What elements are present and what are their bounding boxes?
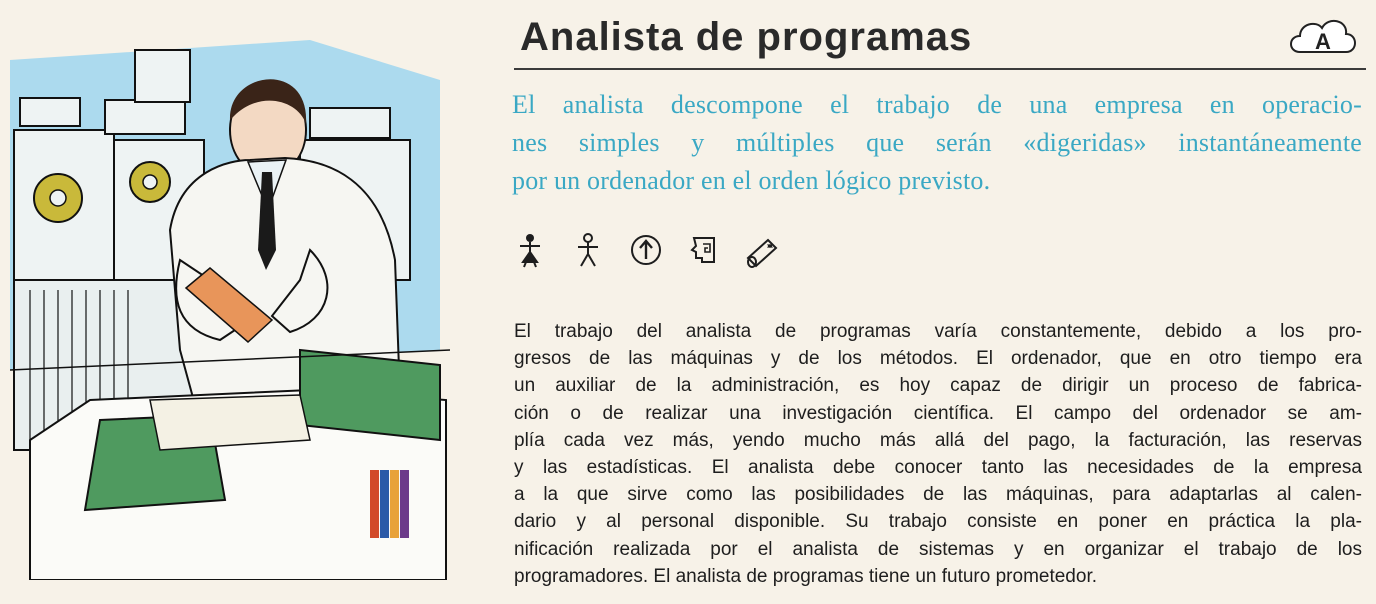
page-title: Analista de programas bbox=[520, 15, 973, 59]
woman-figure-icon bbox=[512, 232, 548, 268]
body-line: nificación realizada por el analista de sistemas y en organizar el trabajo de los bbox=[514, 538, 1362, 560]
body-line: gresos de las máquinas y de los métodos. El ordenador, que en otro tiempo era bbox=[514, 348, 1362, 370]
body-line: plía cada vez más, yendo mucho más allá del pago, la facturación, las reservas bbox=[514, 429, 1362, 451]
diploma-scroll-icon bbox=[744, 232, 780, 268]
lead-line: por un ordenador en el orden lógico previsto. bbox=[512, 166, 991, 195]
title-divider bbox=[514, 68, 1366, 70]
body-line: dario y al personal disponible. Su trabajo consiste en poner en práctica la pla- bbox=[514, 511, 1362, 533]
body-line: El trabajo del analista de programas varía constantemente, debido a los pro- bbox=[514, 321, 1362, 342]
head-profile-icon bbox=[686, 232, 722, 268]
man-figure-icon bbox=[570, 232, 606, 268]
body-line: y las estadísticas. El analista debe conocer tanto las necesidades de la empresa bbox=[514, 457, 1362, 479]
body-line: un auxiliar de la administración, es hoy capaz de dirigir un proceso de fabrica- bbox=[514, 375, 1362, 397]
body-line: a la que sirve como las posibilidades de las máquinas, para adaptarlas al calen- bbox=[514, 484, 1362, 506]
computer-room-illustration bbox=[10, 20, 450, 580]
lead-line: nes simples y múltiples que serán «digeridas» instantáneamente bbox=[512, 128, 1362, 157]
promotion-arrow-icon bbox=[628, 232, 664, 268]
body-line: programadores. El analista de programas tiene un futuro prometedor. bbox=[514, 565, 1097, 587]
profile-icon-row bbox=[512, 230, 780, 270]
body-line: ción o de realizar una investigación científica. El campo del ordenador se am- bbox=[514, 402, 1362, 424]
body-paragraph bbox=[514, 318, 1362, 590]
cloud-logo bbox=[1286, 12, 1360, 64]
lead-line: El analista descompone el trabajo de una empresa en operacio- bbox=[512, 90, 1362, 119]
lead-paragraph bbox=[512, 86, 1362, 200]
logo-letter: A bbox=[1315, 29, 1331, 54]
